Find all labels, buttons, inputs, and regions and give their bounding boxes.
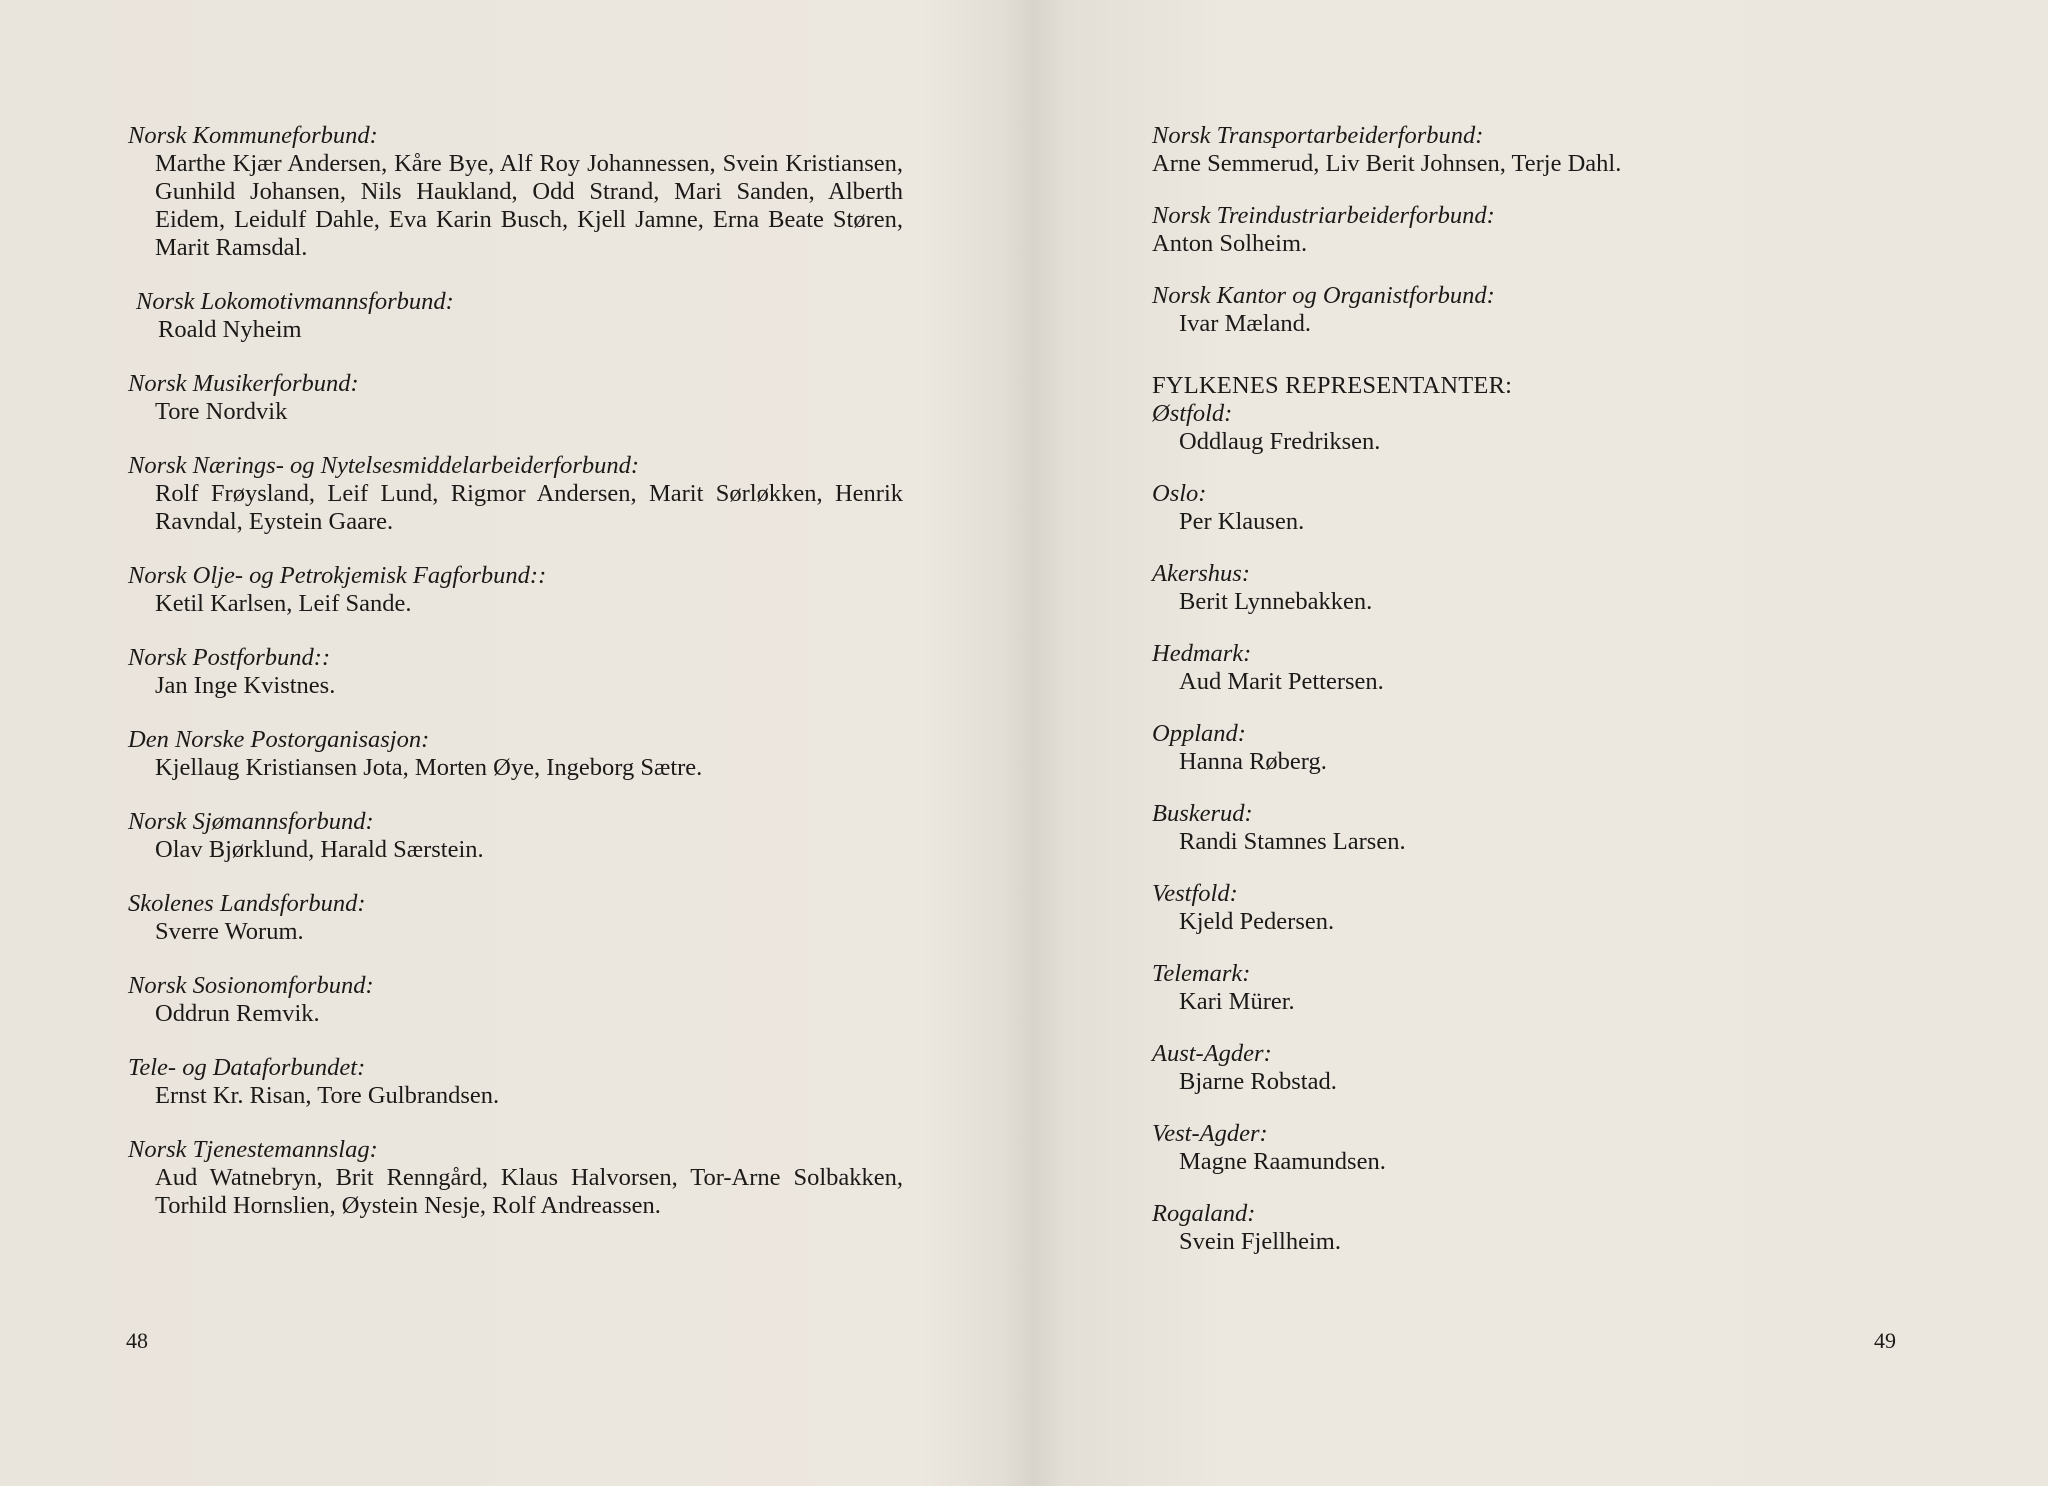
entry-names: Roald Nyheim — [158, 316, 302, 343]
entry-den-norske-postorganisasjon — [128, 726, 903, 782]
county-heading: Telemark: — [1152, 960, 1251, 987]
entry-heading: Norsk Treindustriarbeiderforbund: — [1152, 202, 1495, 229]
entry-names: Kjellaug Kristiansen Jota, Morten Øye, Ingeborg Sætre. — [155, 754, 703, 781]
right-page — [1024, 0, 2048, 1486]
entry-names: Olav Bjørklund, Harald Særstein. — [155, 836, 484, 863]
county-entry-hedmark — [1152, 640, 1772, 696]
county-heading: Oppland: — [1152, 720, 1246, 747]
page-number: 49 — [1874, 1328, 1896, 1353]
entry-norsk-transportarbeiderforbund — [1152, 122, 1772, 178]
entry-names: Tore Nordvik — [155, 398, 288, 425]
county-entry-vestfold — [1152, 880, 1772, 936]
county-heading: Vestfold: — [1152, 880, 1238, 907]
entry-norsk-postforbund — [128, 644, 903, 700]
county-names: Randi Stamnes Larsen. — [1179, 828, 1406, 855]
entry-tele-og-dataforbundet — [128, 1054, 903, 1110]
county-entry-aust-agder — [1152, 1040, 1772, 1096]
entry-norsk-kantor-og-organistforbund — [1152, 282, 1772, 338]
entry-norsk-kommuneforbund — [128, 122, 903, 262]
entry-names: Ernst Kr. Risan, Tore Gulbrandsen. — [155, 1082, 500, 1109]
entry-heading: Tele- og Dataforbundet: — [128, 1054, 366, 1081]
entry-names: Marthe Kjær Andersen, Kåre Bye, Alf Roy Johannessen, Svein Kristiansen, Gunhild Johansen, Nils Haukland, Odd Strand, Mari Sanden, Alberth Eidem, Leidulf Dahle, Eva Karin Busch, Kjell Jamne, Erna Beate Støren, Marit Ramsdal. — [155, 150, 903, 261]
county-names: Kjeld Pedersen. — [1179, 908, 1335, 935]
county-heading: Akershus: — [1152, 560, 1250, 587]
entry-heading: Norsk Sosionomforbund: — [128, 972, 374, 999]
entry-names: Anton Solheim. — [1152, 230, 1308, 257]
entry-heading: Norsk Musikerforbund: — [128, 370, 359, 397]
entry-norsk-sosionomforbund — [128, 972, 903, 1028]
county-names: Hanna Røberg. — [1179, 748, 1327, 775]
county-heading: Hedmark: — [1152, 640, 1252, 667]
entry-names: Rolf Frøysland, Leif Lund, Rigmor Andersen, Marit Sørløkken, Henrik Ravndal, Eystein Gaare. — [155, 480, 903, 535]
entry-norsk-musikerforbund — [128, 370, 903, 426]
entry-heading: Norsk Kommuneforbund: — [128, 122, 378, 149]
entry-heading: Norsk Postforbund:: — [128, 644, 331, 671]
county-names: Svein Fjellheim. — [1179, 1228, 1341, 1255]
entry-names: Sverre Worum. — [155, 918, 304, 945]
county-names: Per Klausen. — [1179, 508, 1305, 535]
entry-norsk-naerings-og-nytelsesmiddelarbeiderforbund — [128, 452, 903, 536]
entry-norsk-treindustriarbeiderforbund — [1152, 202, 1772, 258]
left-page — [0, 0, 1010, 1486]
entry-heading: Norsk Sjømannsforbund: — [128, 808, 374, 835]
entry-heading: Norsk Nærings- og Nytelsesmiddelarbeiderforbund: — [128, 452, 640, 479]
section-title: FYLKENES REPRESENTANTER: — [1152, 372, 1513, 399]
county-entry-akershus — [1152, 560, 1772, 616]
entry-heading: Den Norske Postorganisasjon: — [128, 726, 430, 753]
county-heading: Rogaland: — [1152, 1200, 1256, 1227]
right-page-column — [1152, 122, 1772, 1280]
county-entry-ostfold — [1152, 400, 1772, 456]
county-heading: Oslo: — [1152, 480, 1207, 507]
county-entry-oppland — [1152, 720, 1772, 776]
entry-heading: Norsk Transportarbeiderforbund: — [1152, 122, 1484, 149]
entry-norsk-lokomotivmannsforbund — [128, 288, 903, 344]
entry-names: Oddrun Remvik. — [155, 1000, 320, 1027]
entry-norsk-sjomannsforbund — [128, 808, 903, 864]
county-names: Magne Raamundsen. — [1179, 1148, 1386, 1175]
entry-heading: Skolenes Landsforbund: — [128, 890, 366, 917]
entry-skolenes-landsforbund — [128, 890, 903, 946]
entry-names: Jan Inge Kvistnes. — [155, 672, 336, 699]
entry-names: Aud Watnebryn, Brit Renngård, Klaus Halvorsen, Tor-Arne Solbakken, Torhild Hornslien, Øystein Nesje, Rolf Andreassen. — [155, 1164, 903, 1219]
county-heading: Østfold: — [1152, 400, 1233, 427]
county-names: Oddlaug Fredriksen. — [1179, 428, 1381, 455]
county-entry-buskerud — [1152, 800, 1772, 856]
county-heading: Buskerud: — [1152, 800, 1253, 827]
county-names: Kari Mürer. — [1179, 988, 1295, 1015]
county-heading: Vest-Agder: — [1152, 1120, 1268, 1147]
county-entry-telemark — [1152, 960, 1772, 1016]
entry-norsk-olje-og-petrokjemisk-fagforbund — [128, 562, 903, 618]
left-page-column — [128, 122, 903, 1246]
county-names: Bjarne Robstad. — [1179, 1068, 1337, 1095]
entry-names: Ivar Mæland. — [1179, 310, 1311, 337]
county-heading: Aust-Agder: — [1152, 1040, 1272, 1067]
entry-heading: Norsk Lokomotivmannsforbund: — [136, 288, 454, 315]
county-entry-oslo — [1152, 480, 1772, 536]
entry-names: Arne Semmerud, Liv Berit Johnsen, Terje Dahl. — [1152, 150, 1622, 177]
entry-names: Ketil Karlsen, Leif Sande. — [155, 590, 412, 617]
county-entry-vest-agder — [1152, 1120, 1772, 1176]
entry-norsk-tjenestemannslag — [128, 1136, 903, 1220]
page-number: 48 — [126, 1328, 148, 1353]
county-names: Berit Lynnebakken. — [1179, 588, 1373, 615]
entry-heading: Norsk Tjenestemannslag: — [128, 1136, 378, 1163]
entry-heading: Norsk Kantor og Organistforbund: — [1152, 282, 1495, 309]
county-entry-rogaland — [1152, 1200, 1772, 1256]
entry-heading: Norsk Olje- og Petrokjemisk Fagforbund:: — [128, 562, 547, 589]
county-names: Aud Marit Pettersen. — [1179, 668, 1384, 695]
